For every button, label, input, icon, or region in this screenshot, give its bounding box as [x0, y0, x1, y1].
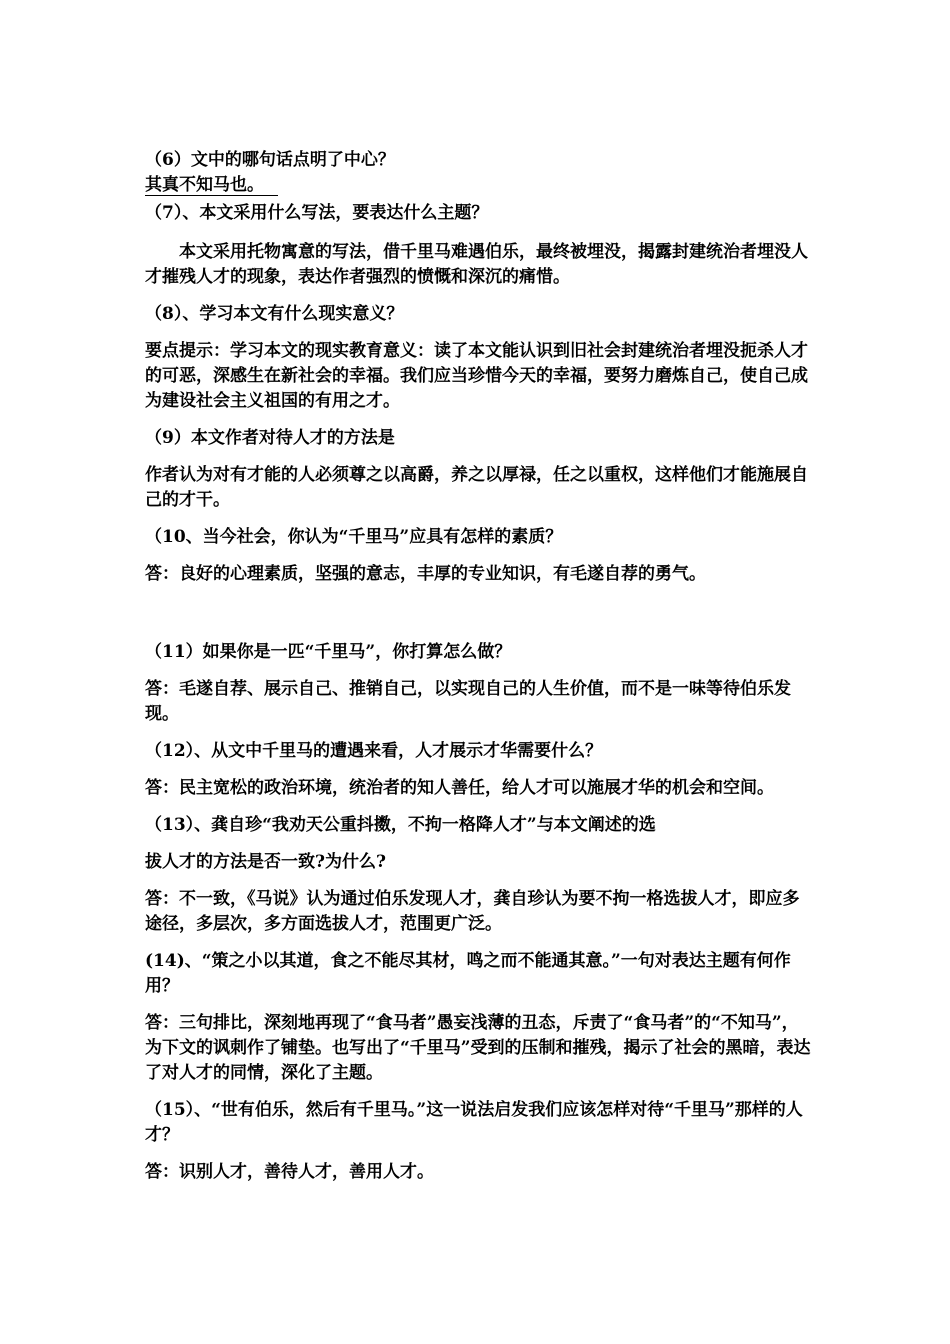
question-13-line-2: 拔人才的方法是否一致?为什么? [145, 852, 386, 872]
question-14: (14)、“策之小以其道，食之不能尽其材，鸣之而不能通其意。”一句对表达主题有何作用？ [145, 951, 791, 996]
question-6: （6）文中的哪句话点明了中心？ [145, 150, 395, 170]
answer-6-underlined: 其真不知马也。 [145, 175, 278, 196]
answer-14: 答：三句排比，深刻地再现了“食马者”愚妄浅薄的丑态，斥责了“食马者”的“不知马”，为下文的讽刺作了铺垫。也写出了“千里马”受到的压制和摧残，揭示了社会的黑暗，表达了对人才的同情，深化了主题。 [145, 1013, 811, 1083]
answer-12: 答：民主宽松的政治环境，统治者的知人善任，给人才可以施展才华的机会和空间。 [145, 778, 774, 798]
answer-6 [145, 173, 815, 198]
answer-10: 答：良好的心理素质，坚强的意志，丰厚的专业知识，有毛遂自荐的勇气。 [145, 564, 706, 584]
answer-13: 答：不一致，《马说》认为通过伯乐发现人才，龚自珍认为要不拘一格选拔人才，即应多途径，多层次，多方面选拔人才，范围更广泛。 [145, 889, 800, 934]
question-7: （7）、本文采用什么写法，要表达什么主题？ [145, 203, 489, 223]
question-12: （12）、从文中千里马的遭遇来看，人才展示才华需要什么？ [145, 741, 603, 761]
answer-15: 答：识别人才，善待人才，善用人才。 [145, 1162, 434, 1182]
answer-11: 答：毛遂自荐、展示自己、推销自己，以实现自己的人生价值，而不是一味等待伯乐发现。 [145, 679, 791, 724]
document-body [145, 148, 815, 1185]
question-15: （15）、“世有伯乐，然后有千里马。”这一说法启发我们应该怎样对待“千里马”那样的人才？ [145, 1100, 803, 1145]
question-13-line-1: （13）、龚自珍“我劝天公重抖擞，不拘一格降人才”与本文阐述的选 [145, 815, 656, 835]
question-9: （9）本文作者对待人才的方法是 [145, 428, 395, 448]
question-8: （8）、学习本文有什么现实意义？ [145, 304, 404, 324]
answer-7: 本文采用托物寓意的写法，借千里马难遇伯乐，最终被埋没，揭露封建统治者埋没人才摧残人才的现象，表达作者强烈的愤慨和深沉的痛惜。 [145, 242, 808, 287]
answer-8: 要点提示：学习本文的现实教育意义：读了本文能认识到旧社会封建统治者埋没扼杀人才的可恶，深感生在新社会的幸福。我们应当珍惜今天的幸福，要努力磨炼自己，使自己成为建设社会主义祖国的有用之才。 [145, 341, 808, 411]
question-10: （10、当今社会，你认为“千里马”应具有怎样的素质？ [145, 527, 563, 547]
question-11: （11）如果你是一匹“千里马”，你打算怎么做？ [145, 642, 512, 662]
answer-9: 作者认为对有才能的人必须尊之以高爵，养之以厚禄，任之以重权，这样他们才能施展自己的才干。 [145, 465, 808, 510]
